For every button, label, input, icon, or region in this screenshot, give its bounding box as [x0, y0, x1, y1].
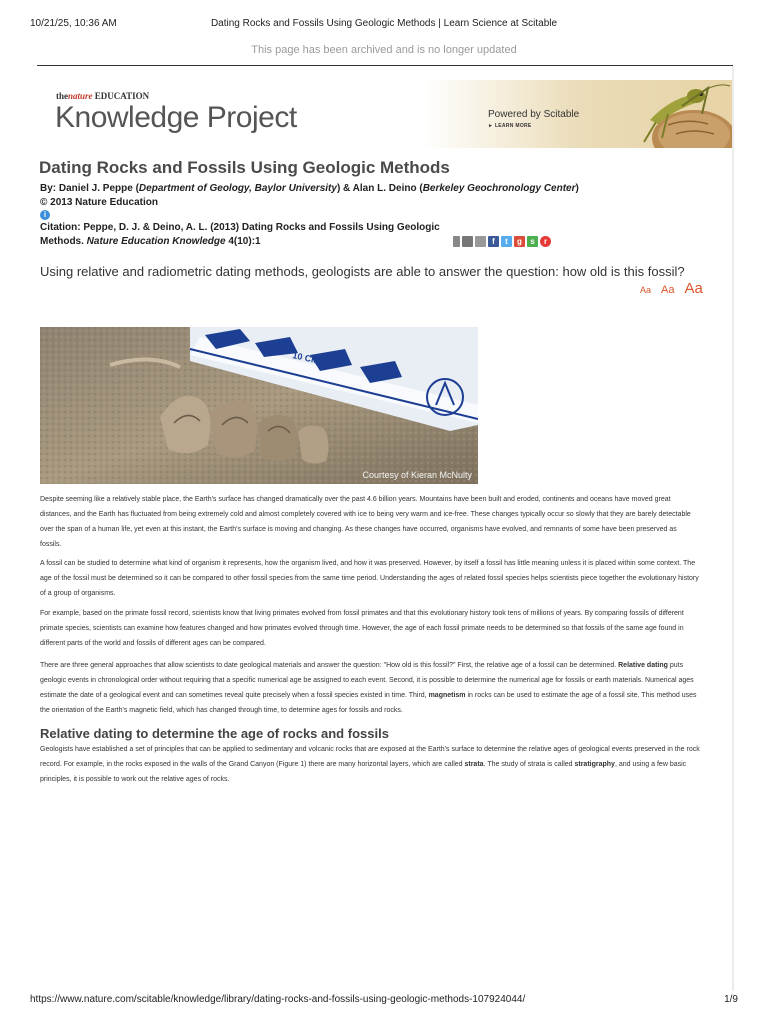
authors-prefix: By: Daniel J. Peppe (: [40, 183, 139, 194]
archived-notice: This page has been archived and is no longer updated: [251, 44, 517, 56]
paragraph-3: For example, based on the primate fossil record, scientists know that living primates evolved from fossil primates and that this evolutionary history took tens of millions of years. By comparing fossils of different primate species, scientists can examine how features changed and how primates evolved through time. However, the age of each fossil primate needs to be determined so that fossils of the same age found in different parts of the world and fossils of different ages can be compared.: [40, 610, 684, 647]
stumbleupon-icon[interactable]: s: [527, 236, 538, 247]
powered-by-scitable[interactable]: Powered by Scitable: [488, 109, 580, 120]
twitter-icon[interactable]: t: [501, 236, 512, 247]
paragraph-5: [40, 742, 700, 787]
bookmark-icon[interactable]: [453, 236, 460, 247]
p4-text-c: puts geologic events in chronological order without requiring that a specific numerical age be assigned to each event. Second, it is possible to determine the numerical age for fossils or earth materials. Numerical ages estimate the date of a geological event and can sometimes reveal quite precisely when a fossil species existed in time. Third,: [40, 662, 694, 699]
p5-text-e: , and using a few basic principles, it is possible to work out the relative ages of rocks.: [40, 761, 687, 783]
print-page-title: Dating Rocks and Fossils Using Geologic Methods | Learn Science at Scitable: [210, 18, 558, 29]
grasshopper-walnut-image: [598, 80, 732, 148]
info-icon[interactable]: i: [40, 210, 50, 220]
citation-journal: Nature Education Knowledge: [86, 236, 226, 247]
article-title: Dating Rocks and Fossils Using Geologic Methods: [39, 158, 450, 177]
brand-nature: nature: [68, 91, 93, 101]
brand-suffix: EDUCATION: [94, 91, 150, 101]
p4-text-e: in rocks can be used to estimate the age of a fossil site. This method uses the orientation of the Earth's magnetic field, which has changed through time, to determine ages for fossils and rocks.: [40, 692, 697, 714]
paragraph-4: [40, 658, 700, 718]
term-stratigraphy: stratigraphy: [574, 761, 615, 768]
photo-credit: Courtesy of Kieran McNulty: [362, 470, 472, 480]
knowledge-project-banner[interactable]: [40, 80, 732, 148]
print-datetime: 10/21/25, 10:36 AM: [30, 18, 117, 29]
p5-text-c: . The study of strata is called: [483, 761, 575, 768]
fossil-photo: [40, 327, 478, 484]
text-size-large[interactable]: Aa: [684, 280, 703, 297]
paragraph-1: Despite seeming like a relatively stable place, the Earth's surface has changed dramatically over the past 4.6 billion years. Mountains have been built and eroded, continents and oceans have moved great distances, and the Earth has fluctuated from being extremely cold and almost completely covered with ice to being very warm and ice-free. These changes typically occur so slowly that they are barely detectable over the span of a human life, yet even at this instant, the Earth's surface is moving and changing. As these changes have occurred, organisms have evolved, and remnants of some have been preserved as fossils.: [40, 496, 691, 548]
citation-suffix: 4(10):1: [225, 236, 261, 247]
term-strata: strata: [464, 761, 484, 768]
banner-title: Knowledge Project: [55, 101, 297, 134]
share-toolbar: [453, 236, 551, 248]
fossil-photo-image: [40, 327, 478, 484]
authors-mid: ) & Alan L. Deino (: [336, 183, 423, 194]
google-plus-icon[interactable]: g: [514, 236, 525, 247]
p4-text-a: There are three general approaches that allow scientists to date geological materials and answer the question: "How old is this fossil?" First, the relative age of a fossil can be determined.: [40, 662, 619, 669]
nature-education-logo: [56, 91, 149, 101]
author2-affiliation: Berkeley Geochronology Center: [422, 183, 576, 194]
article-standfirst: Using relative and radiometric dating methods, geologists are able to answer the question: how old is this fossil?: [40, 264, 685, 279]
facebook-icon[interactable]: f: [488, 236, 499, 247]
p5-text-a: Geologists have established a set of principles that can be applied to sedimentary and volcanic rocks that are exposed at the Earth's surface to determine the relative ages of geological events preserved in the rock record. For example, in the rocks exposed in the walls of the Grand Canyon (Figure 1) there are many horizontal layers, which are called: [40, 746, 700, 768]
text-size-controls: [640, 280, 703, 297]
citation: [40, 221, 440, 249]
citation-prefix: Citation: Peppe, D. J. & Deino, A. L. (2013) Dating Rocks and Fossils Using Geologic Methods.: [40, 222, 440, 247]
term-relative-dating: Relative dating: [618, 662, 668, 669]
article-authors: [40, 182, 580, 210]
email-icon[interactable]: [475, 236, 486, 247]
paragraph-2: A fossil can be studied to determine what kind of organism it represents, how the organism lived, and how it was preserved. However, by itself a fossil has little meaning unless it is placed within some context. The age of the fossil must be determined so it can be compared to other fossil species from the same time period. Understanding the ages of related fossil species helps scientists piece together the evolutionary history of a group of organisms.: [40, 560, 699, 597]
term-magnetism: magnetism: [428, 692, 466, 699]
text-size-small[interactable]: Aa: [640, 285, 652, 295]
brand-prefix: the: [56, 91, 68, 101]
print-icon[interactable]: [462, 236, 473, 247]
page-number: 1/9: [724, 994, 738, 1005]
section-heading: Relative dating to determine the age of rocks and fossils: [40, 726, 389, 741]
author1-affiliation: Department of Geology, Baylor University: [138, 183, 337, 194]
header-divider: [37, 65, 733, 66]
learn-more-link[interactable]: ► LEARN MORE: [488, 123, 532, 129]
text-size-medium[interactable]: Aa: [661, 284, 675, 296]
print-header: [30, 18, 738, 32]
authors-suffix: ) © 2013 Nature Education: [40, 183, 579, 208]
reddit-icon[interactable]: r: [540, 236, 551, 247]
page-edge: [732, 66, 734, 991]
print-url: https://www.nature.com/scitable/knowledge/library/dating-rocks-and-fossils-using-geologic-methods-107924044/: [30, 994, 526, 1005]
scale-label: 10 CM: [291, 350, 320, 366]
